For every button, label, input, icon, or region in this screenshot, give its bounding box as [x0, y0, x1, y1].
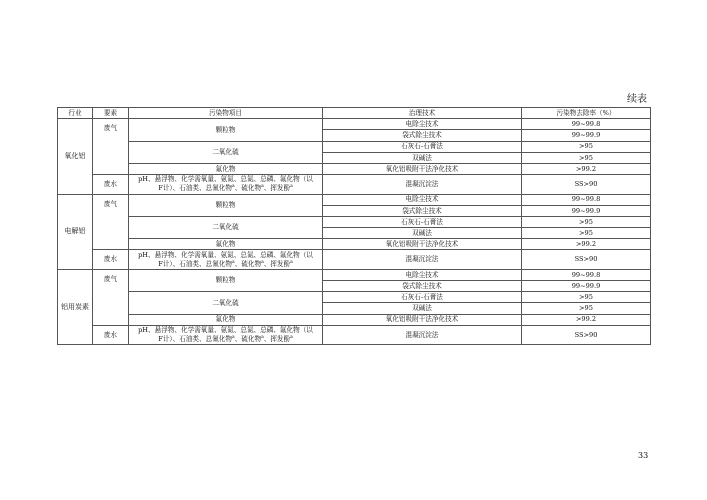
- pollutant-so2: 二氧化硫: [129, 292, 323, 314]
- removal-rate-cell: >99.2: [522, 314, 651, 325]
- table-row: [58, 269, 651, 280]
- technology-cell: 混凝沉淀法: [323, 250, 522, 269]
- technology-cell: 电除尘技术: [323, 119, 522, 130]
- element-water: 废水: [93, 325, 129, 344]
- industry-group-aluminum-carbon: [58, 269, 651, 344]
- technology-cell: 袋式除尘技术: [323, 130, 522, 141]
- removal-rate-cell: >95: [522, 228, 651, 239]
- water-pollutants: pH、悬浮物、化学需氧量、氨氮、总氮、总磷、氟化物（以 F计）、石油类、总氰化物$^a$、硫化物$^a$、挥发酚$^a$: [129, 325, 323, 344]
- removal-rate-cell: >95: [522, 141, 651, 152]
- technology-cell: 双碱法: [323, 152, 522, 163]
- footnote-mark: a: [232, 334, 235, 340]
- footnote-mark: a: [232, 184, 235, 190]
- continued-label: 续表: [627, 94, 647, 105]
- removal-rate-cell: >95: [522, 216, 651, 227]
- pollutant-particulate: 颗粒物: [129, 194, 323, 216]
- removal-rate-cell: 99~99.8: [522, 194, 651, 205]
- removal-rate-cell: >99.2: [522, 239, 651, 250]
- element-water: 废水: [93, 175, 129, 194]
- footnote-mark: a: [261, 334, 264, 340]
- removal-rate-cell: 99~99.9: [522, 205, 651, 216]
- footnote-mark: a: [261, 259, 264, 265]
- col-pollutant: 污染物项目: [129, 108, 323, 119]
- pollutant-fluoride: 氟化物: [129, 314, 323, 325]
- table-row: [58, 194, 651, 205]
- removal-rate-cell: 99~99.9: [522, 130, 651, 141]
- table-row: [58, 141, 651, 152]
- table-row: [58, 163, 651, 174]
- col-element: 要素: [93, 108, 129, 119]
- water-pollutants: pH、悬浮物、化学需氧量、氨氮、总氮、总磷、氟化物（以 F计）、石油类、总氰化物$^a$、硫化物$^a$、挥发酚$^a$: [129, 175, 323, 194]
- header-row: [58, 108, 651, 119]
- removal-rate-cell: 99~99.8: [522, 269, 651, 280]
- col-industry: 行业: [58, 108, 93, 119]
- technology-cell: 氧化铝吸附干法净化技术: [323, 314, 522, 325]
- col-removal-rate: 污染物去除率（%）: [522, 108, 651, 119]
- page-number: 33: [638, 451, 649, 460]
- technology-cell: 石灰石-石膏法: [323, 292, 522, 303]
- technology-cell: 混凝沉淀法: [323, 325, 522, 344]
- industry-name: 氧化铝: [58, 119, 93, 194]
- technology-cell: 电除尘技术: [323, 269, 522, 280]
- table-row: [58, 314, 651, 325]
- pollutant-so2: 二氧化硫: [129, 216, 323, 238]
- table-row: [58, 175, 651, 194]
- industry-name: 电解铝: [58, 194, 93, 269]
- technology-cell: 袋式除尘技术: [323, 281, 522, 292]
- removal-rate-cell: SS>90: [522, 250, 651, 269]
- technology-cell: 石灰石-石膏法: [323, 141, 522, 152]
- pollutant-particulate: 颗粒物: [129, 119, 323, 141]
- technology-cell: 石灰石-石膏法: [323, 216, 522, 227]
- industry-group-alumina: [58, 119, 651, 194]
- removal-rate-cell: SS>90: [522, 325, 651, 344]
- table-row: [58, 250, 651, 269]
- pollutant-fluoride: 氟化物: [129, 239, 323, 250]
- footnote-mark: a: [261, 184, 264, 190]
- technology-cell: 氧化铝吸附干法净化技术: [323, 239, 522, 250]
- table-row: [58, 119, 651, 130]
- table-row: [58, 325, 651, 344]
- removal-rate-cell: >95: [522, 152, 651, 163]
- footnote-mark: a: [290, 334, 293, 340]
- technology-cell: 混凝沉淀法: [323, 175, 522, 194]
- table-row: [58, 292, 651, 303]
- table-row: [58, 239, 651, 250]
- removal-rate-cell: >95: [522, 292, 651, 303]
- technology-cell: 双碱法: [323, 228, 522, 239]
- removal-rate-cell: 99~99.8: [522, 119, 651, 130]
- pollution-control-table: [57, 107, 651, 345]
- industry-group-electrolytic-aluminum: [58, 194, 651, 269]
- water-pollutants: pH、悬浮物、化学需氧量、氨氮、总氮、总磷、氟化物（以 F计）、石油类、总氰化物$^a$、硫化物$^a$、挥发酚$^a$: [129, 250, 323, 269]
- removal-rate-cell: >95: [522, 303, 651, 314]
- removal-rate-cell: 99~99.9: [522, 281, 651, 292]
- technology-cell: 电除尘技术: [323, 194, 522, 205]
- pollutant-so2: 二氧化硫: [129, 141, 323, 163]
- element-gas: 废气: [93, 119, 129, 175]
- removal-rate-cell: SS>90: [522, 175, 651, 194]
- technology-cell: 双碱法: [323, 303, 522, 314]
- table-row: [58, 216, 651, 227]
- pollutant-fluoride: 氟化物: [129, 163, 323, 174]
- element-water: 废水: [93, 250, 129, 269]
- footnote-mark: a: [290, 184, 293, 190]
- pollutant-particulate: 颗粒物: [129, 269, 323, 291]
- element-gas: 废气: [93, 269, 129, 325]
- industry-name: 铝用炭素: [58, 269, 93, 344]
- footnote-mark: a: [290, 259, 293, 265]
- footnote-mark: a: [232, 259, 235, 265]
- col-technology: 治理技术: [323, 108, 522, 119]
- technology-cell: 氧化铝吸附干法净化技术: [323, 163, 522, 174]
- removal-rate-cell: >99.2: [522, 163, 651, 174]
- technology-cell: 袋式除尘技术: [323, 205, 522, 216]
- element-gas: 废气: [93, 194, 129, 250]
